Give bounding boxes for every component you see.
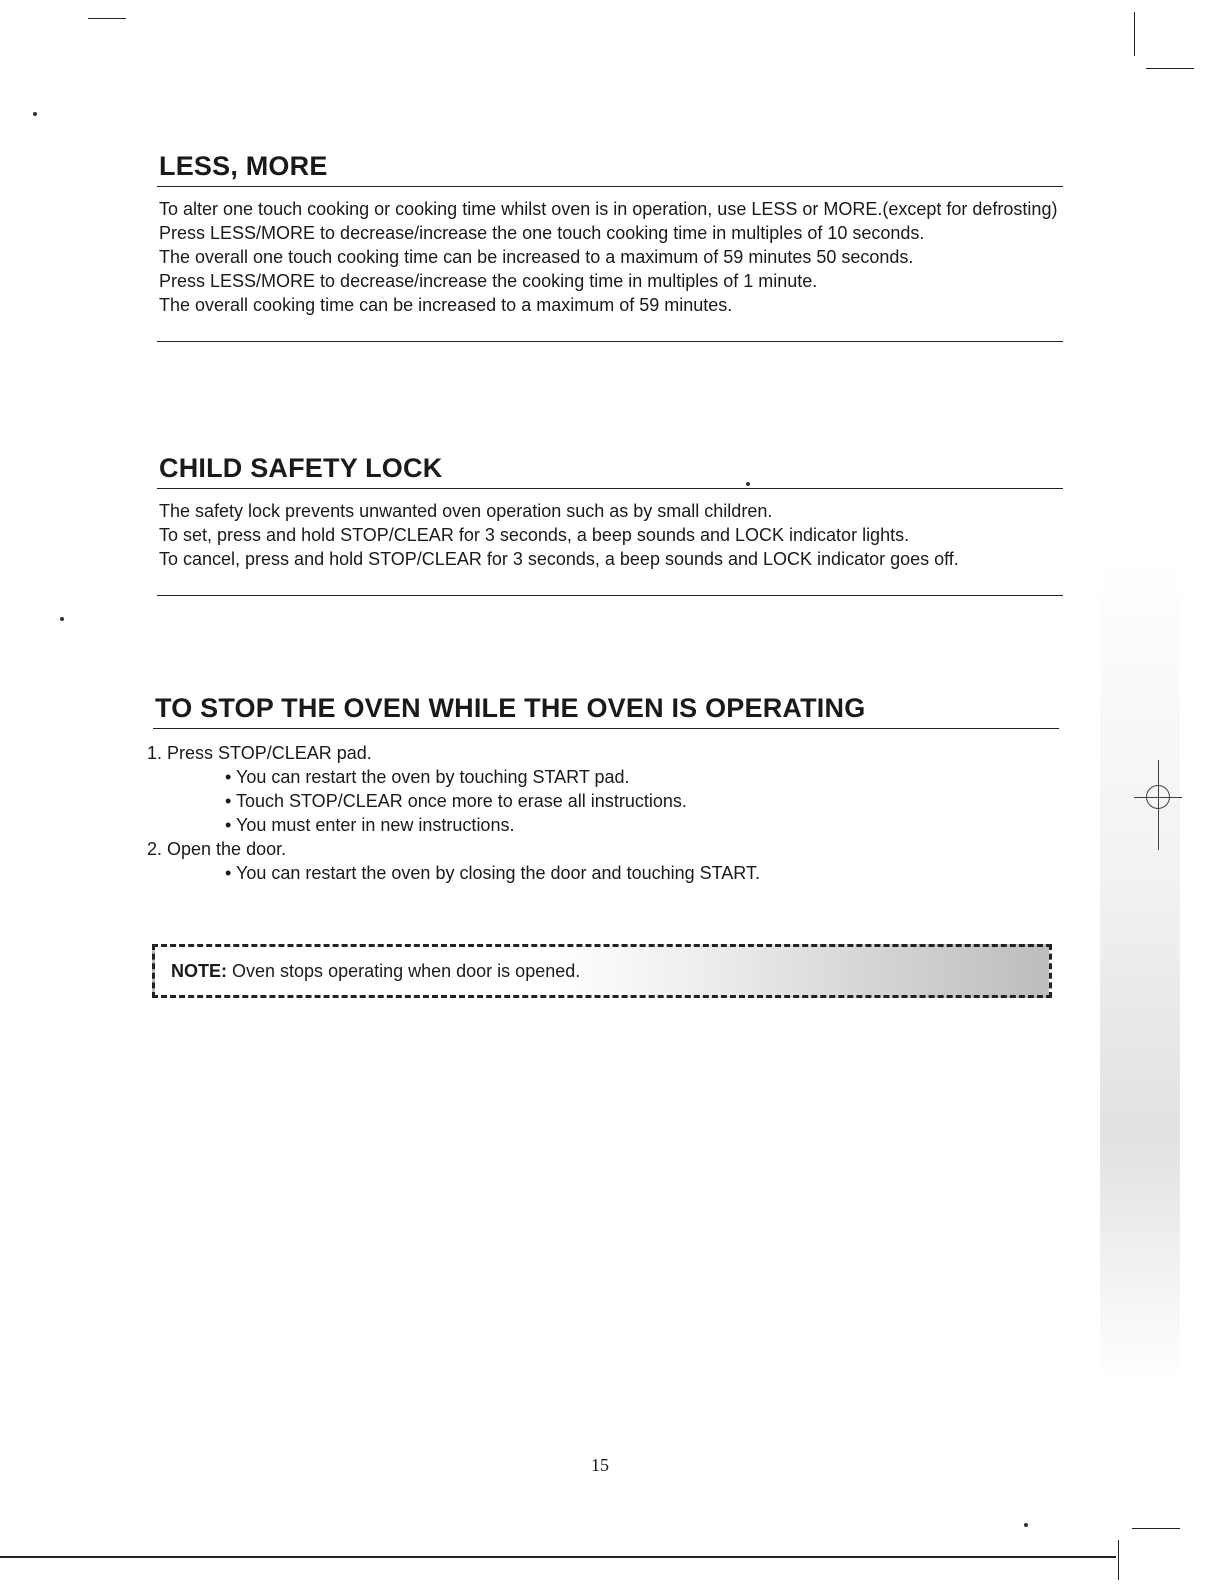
step-bullet: • You can restart the oven by touching START pad.: [225, 767, 630, 787]
body-line: Press LESS/MORE to decrease/increase the cooking time in multiples of 1 minute.: [159, 271, 818, 291]
section-title: LESS, MORE: [157, 150, 1063, 187]
section-divider: [157, 595, 1063, 596]
note-content: [171, 959, 580, 983]
scan-speck: [1024, 1523, 1028, 1527]
corner-mark: [1134, 12, 1135, 56]
scan-speck: [60, 617, 64, 621]
steps-list: [147, 741, 1059, 885]
body-line: Press LESS/MORE to decrease/increase the one touch cooking time in multiples of 10 seconds.: [159, 223, 925, 243]
step-item: 1. Press STOP/CLEAR pad.: [147, 743, 372, 763]
section-body: [159, 499, 1063, 571]
bottom-edge-line: [0, 1556, 1116, 1558]
body-line: The overall cooking time can be increased to a maximum of 59 minutes.: [159, 295, 733, 315]
section-body: [159, 197, 1063, 317]
section-title: TO STOP THE OVEN WHILE THE OVEN IS OPERATING: [153, 692, 1059, 729]
page-number: 15: [591, 1455, 609, 1475]
corner-mark: [1132, 1528, 1180, 1529]
note-text: Oven stops operating when door is opened.: [232, 961, 581, 981]
section-title: CHILD SAFETY LOCK: [157, 452, 1063, 489]
corner-mark: [88, 18, 126, 19]
body-line: To cancel, press and hold STOP/CLEAR for 3 seconds, a beep sounds and LOCK indicator goes off.: [159, 549, 959, 569]
body-line: To alter one touch cooking or cooking time whilst oven is in operation, use LESS or MORE.(except for defrosting): [159, 199, 1058, 219]
section-stop-oven: [147, 692, 1059, 885]
section-divider: [157, 341, 1063, 342]
body-line: The overall one touch cooking time can be increased to a maximum of 59 minutes 50 seconds.: [159, 247, 914, 267]
scan-speck: [33, 112, 37, 116]
body-line: The safety lock prevents unwanted oven operation such as by small children.: [159, 501, 773, 521]
body-line: To set, press and hold STOP/CLEAR for 3 seconds, a beep sounds and LOCK indicator lights.: [159, 525, 910, 545]
section-less-more: [157, 150, 1063, 342]
corner-mark: [1118, 1540, 1119, 1580]
step-bullet: • Touch STOP/CLEAR once more to erase all instructions.: [225, 791, 687, 811]
scan-noise-strip: [1100, 560, 1180, 1380]
note-label: NOTE:: [171, 961, 227, 981]
step-bullet: • You must enter in new instructions.: [225, 815, 515, 835]
corner-mark: [1146, 68, 1194, 69]
scan-speck: [746, 482, 750, 486]
step-item: 2. Open the door.: [147, 839, 287, 859]
step-bullet: • You can restart the oven by closing the door and touching START.: [225, 863, 760, 883]
note-box: [152, 944, 1052, 998]
section-child-safety-lock: [157, 452, 1063, 596]
